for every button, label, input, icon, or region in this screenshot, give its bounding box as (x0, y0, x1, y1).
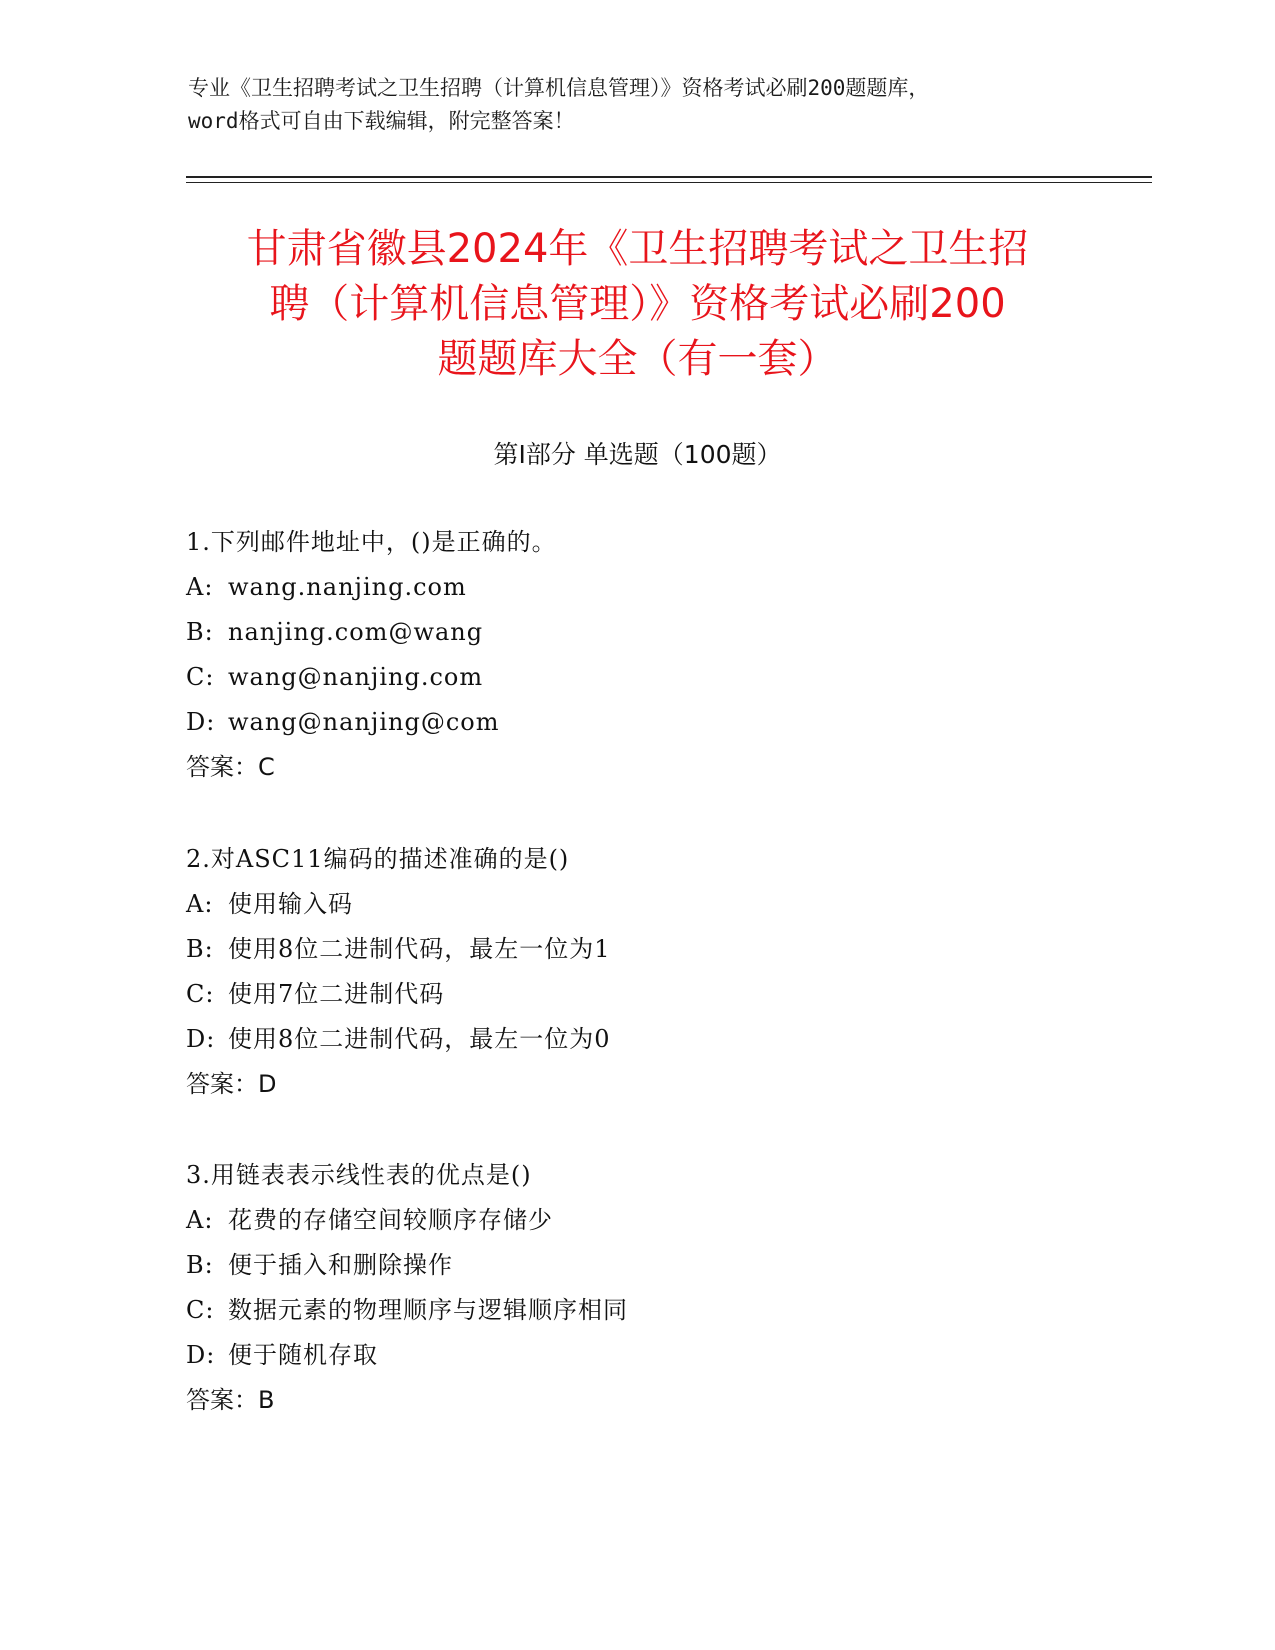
question-stem: 2.对ASC11编码的描述准确的是() (186, 845, 570, 873)
option-letter: A: (186, 1206, 214, 1234)
option-letter: C: (186, 980, 215, 1008)
option-letter: A: (186, 573, 214, 601)
header-note-line-2: word格式可自由下载编辑，附完整答案！ (188, 109, 575, 133)
document-title (150, 222, 1125, 387)
option-text: 使用输入码 (228, 890, 353, 918)
option-letter: C: (186, 663, 215, 691)
option-text: 使用7位二进制代码 (228, 980, 445, 1008)
title-line-3: 题题库大全（有一套） (437, 336, 838, 382)
answer-key: 答案：D (186, 1070, 277, 1098)
option-letter: A: (186, 890, 214, 918)
option-letter: C: (186, 1296, 215, 1324)
option-text: 使用8位二进制代码，最左一位为1 (228, 935, 611, 963)
option-text: wang.nanjing.com (228, 573, 467, 601)
option-text: wang@nanjing@com (228, 708, 500, 736)
question-1 (186, 520, 1086, 790)
option-c (186, 972, 1086, 1017)
option-b (186, 610, 1086, 655)
option-d (186, 1333, 1086, 1378)
option-letter: D: (186, 708, 216, 736)
header-note (188, 72, 1088, 138)
option-text: 使用8位二进制代码，最左一位为0 (228, 1025, 611, 1053)
option-a (186, 565, 1086, 610)
header-divider-thin (186, 182, 1152, 183)
option-b (186, 1243, 1086, 1288)
question-stem: 3.用链表表示线性表的优点是() (186, 1161, 532, 1189)
option-d (186, 1017, 1086, 1062)
option-d (186, 700, 1086, 745)
option-letter: B: (186, 618, 214, 646)
option-text: wang@nanjing.com (228, 663, 484, 691)
option-text: 便于插入和删除操作 (228, 1251, 453, 1279)
option-text: 花费的存储空间较顺序存储少 (228, 1206, 553, 1234)
option-letter: D: (186, 1341, 216, 1369)
option-c (186, 655, 1086, 700)
option-letter: B: (186, 1251, 214, 1279)
answer-key: 答案：C (186, 753, 275, 781)
option-letter: D: (186, 1025, 216, 1053)
option-c (186, 1288, 1086, 1333)
option-text: 便于随机存取 (228, 1341, 378, 1369)
option-text: nanjing.com@wang (228, 618, 484, 646)
option-text: 数据元素的物理顺序与逻辑顺序相同 (228, 1296, 628, 1324)
question-2 (186, 837, 1086, 1107)
option-b (186, 927, 1086, 972)
header-note-line-1: 专业《卫生招聘考试之卫生招聘（计算机信息管理）》资格考试必刷200题题库， (188, 76, 930, 100)
question-stem: 1.下列邮件地址中，()是正确的。 (186, 528, 557, 556)
answer-key: 答案：B (186, 1386, 275, 1414)
question-3 (186, 1153, 1086, 1423)
option-letter: B: (186, 935, 214, 963)
header-divider-thick (186, 176, 1152, 178)
section-heading: 第Ⅰ部分 单选题（100题） (493, 440, 782, 469)
title-line-2: 聘（计算机信息管理）》资格考试必刷200 (269, 281, 1006, 327)
option-a (186, 882, 1086, 927)
option-a (186, 1198, 1086, 1243)
title-line-1: 甘肃省徽县2024年《卫生招聘考试之卫生招 (246, 226, 1029, 272)
